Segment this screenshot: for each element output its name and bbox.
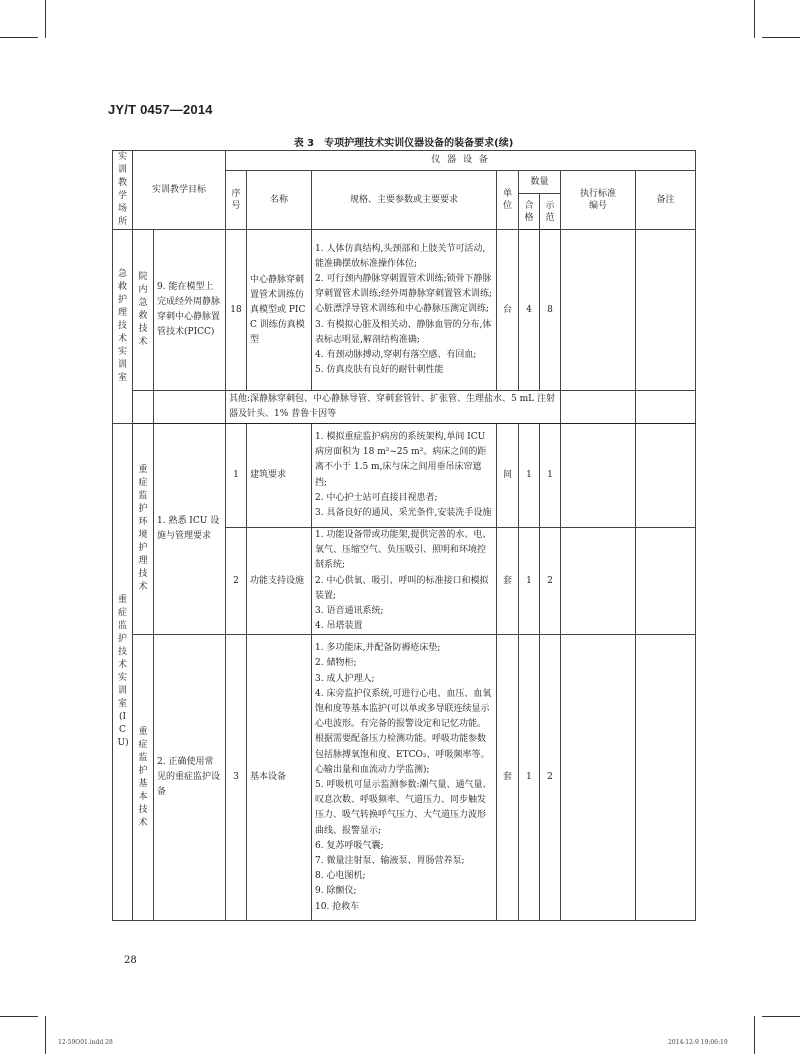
spec-line: 3. 具备良好的通风、采光条件,安装洗手设施: [315, 507, 492, 518]
crop-mark: [0, 1016, 38, 1017]
table-row: [113, 424, 696, 528]
table-row: [113, 230, 696, 391]
spec-cell: [312, 528, 497, 635]
model-qty: 1: [540, 424, 561, 528]
spec-line: 2. 中心供氧、吸引、呼叫的标准接口和模拟装置;: [315, 575, 489, 601]
spec-line: 1. 模拟重症监护病房的系统架构,单间 ICU 病房面积为 18 m²~25 m²。病床之间的距离不小于 1.5 m,床与床之间用垂吊床帘遮挡;: [315, 431, 487, 488]
standard-cell: [561, 528, 636, 635]
goal-cell: 2. 正确使用常见的重症监护设备: [154, 635, 226, 921]
spec-line: 2. 可行颈内静脉穿刺置管术训练;锁骨下静脉穿刺置管术训练;经外周静脉穿刺置管术训练;心脏漂浮导管术训练和中心静脉压测定训练;: [315, 273, 493, 315]
table-caption: 表 3 专项护理技术实训仪器设备的装备要求(续): [293, 138, 514, 149]
spec-line: 3. 成人护理人;: [315, 673, 375, 684]
goal-cell: 1. 熟悉 ICU 设施与管理要求: [154, 424, 226, 635]
spec-line: 1. 多功能床,并配备防褥疮床垫;: [315, 643, 441, 654]
column-header-quantity: 数量: [519, 171, 561, 194]
column-header-name: 名称: [247, 171, 312, 230]
model-qty: 2: [540, 528, 561, 635]
qualified-qty: 1: [519, 635, 540, 921]
crop-mark: [762, 1016, 800, 1017]
crop-mark: [45, 1016, 46, 1054]
column-header-place: 实训教学场所: [113, 151, 133, 230]
spec-line: 10. 抢救车: [315, 901, 360, 912]
spec-line: 3. 有模拟心脏及相关动、静脉血管的分布,体表标志明显,解剖结构准确;: [315, 319, 492, 345]
equipment-name: 功能支持设施: [247, 528, 312, 635]
crop-mark: [0, 37, 38, 38]
subgoal-cell: 重症监护基本技术: [133, 635, 154, 921]
column-header-equipment: 仪 器 设 备: [226, 151, 696, 171]
row-number: 3: [226, 635, 247, 921]
row-number: 1: [226, 424, 247, 528]
remark-cell: [636, 391, 696, 424]
spec-line: 2. 储物柜;: [315, 658, 357, 669]
subgoal-cell: [133, 391, 154, 424]
remark-cell: [636, 230, 696, 391]
equipment-name: 中心静脉穿刺置管术训练仿真模型或 PICC 训练仿真模型: [247, 230, 312, 391]
unit-cell: 台: [497, 230, 519, 391]
goal-cell: [154, 391, 226, 424]
column-header-unit: 单位: [497, 171, 519, 230]
qualified-qty: 4: [519, 230, 540, 391]
equipment-table: [112, 150, 696, 921]
equipment-name: 基本设备: [247, 635, 312, 921]
standard-cell: [561, 635, 636, 921]
spec-line: 4. 吊塔装置: [315, 621, 363, 632]
qualified-qty: 1: [519, 528, 540, 635]
remark-cell: [636, 528, 696, 635]
column-header-model: 示范: [540, 194, 561, 230]
standard-cell: [561, 230, 636, 391]
spec-line: 7. 微量注射泵、输液泵、胃肠营养泵;: [315, 855, 465, 866]
spec-cell: [312, 424, 497, 528]
row-number: 2: [226, 528, 247, 635]
spec-line: 4. 床旁监护仪系统,可进行心电、血压、血氧饱和度等基本监护(可以单或多导联连续显示心电波形。有完备的报警设定和记忆功能。根据需要配备压力检测功能。呼吸功能参数包括脉搏氧饱和度、ETCO₂、呼吸频率等。心输出量和血流动力学监测);: [315, 688, 492, 775]
other-items: 其他:深静脉穿刺包、中心静脉导管、穿刺套管针、扩张管、生理盐水、5 mL 注射器及针头、1% 普鲁卡因等: [226, 391, 561, 424]
spec-cell: [312, 635, 497, 921]
spec-line: 1. 人体仿真结构,头颈部和上肢关节可活动,能准确摆放标准操作体位;: [315, 243, 486, 269]
spec-line: 9. 除颤仪;: [315, 886, 357, 897]
model-qty: 2: [540, 635, 561, 921]
table-row: [113, 391, 696, 424]
document-code: JY/T 0457—2014: [108, 102, 213, 117]
unit-cell: 套: [497, 635, 519, 921]
column-header-spec: 规格、主要参数或主要要求: [312, 171, 497, 230]
place-cell: 急救护理技术实训室: [113, 230, 133, 424]
unit-cell: 间: [497, 424, 519, 528]
unit-cell: 套: [497, 528, 519, 635]
model-qty: 8: [540, 230, 561, 391]
print-timestamp: 2014-12-9 19:06:19: [668, 1039, 728, 1046]
goal-cell: 9. 能在模型上完成经外周静脉穿刺中心静脉置管技术(PICC): [154, 230, 226, 391]
column-header-standard: 执行标准编号: [561, 171, 636, 230]
standard-cell: [561, 424, 636, 528]
column-header-no: 序号: [226, 171, 247, 230]
subgoal-cell: 重症监护环境护理技术: [133, 424, 154, 635]
spec-line: 6. 复苏呼吸气囊;: [315, 840, 384, 851]
page-number: 28: [124, 955, 137, 966]
spec-cell: [312, 230, 497, 391]
crop-mark: [45, 0, 46, 38]
crop-mark: [754, 0, 755, 38]
spec-line: 2. 中心护士站可直接目视患者;: [315, 492, 438, 503]
column-header-qualified: 合格: [519, 194, 540, 230]
place-cell: 重症监护技术实训室(ICU): [113, 424, 133, 921]
equipment-name: 建筑要求: [247, 424, 312, 528]
table-row: [113, 635, 696, 921]
table-header-row: [113, 151, 696, 171]
remark-cell: [636, 424, 696, 528]
spec-line: 8. 心电图机;: [315, 871, 366, 882]
subgoal-cell: 院内急救技术: [133, 230, 154, 391]
spec-line: 3. 语音通讯系统;: [315, 606, 384, 617]
crop-mark: [762, 37, 800, 38]
print-file-info: 12-59O01.indd 28: [58, 1039, 113, 1046]
standard-cell: [561, 391, 636, 424]
remark-cell: [636, 635, 696, 921]
row-number: 18: [226, 230, 247, 391]
spec-line: 5. 仿真皮肤有良好的耐针刺性能: [315, 365, 444, 376]
spec-line: 4. 有颈动脉搏动,穿刺有落空感、有回血;: [315, 350, 477, 360]
spec-line: 1. 功能设备带或功能架,提供完善的水、电、氧气、压缩空气、负压吸引、照明和环境控制系统;: [315, 530, 492, 571]
qualified-qty: 1: [519, 424, 540, 528]
column-header-remark: 备注: [636, 171, 696, 230]
column-header-goal: 实训教学目标: [133, 151, 226, 230]
crop-mark: [754, 1016, 755, 1054]
spec-line: 5. 呼吸机可显示监测参数:潮气量、通气量、叹息次数、呼吸频率、气道压力、同步触发压力、吸气转换呼气压力、大气道压力波形曲线、报警显示;: [315, 779, 492, 836]
